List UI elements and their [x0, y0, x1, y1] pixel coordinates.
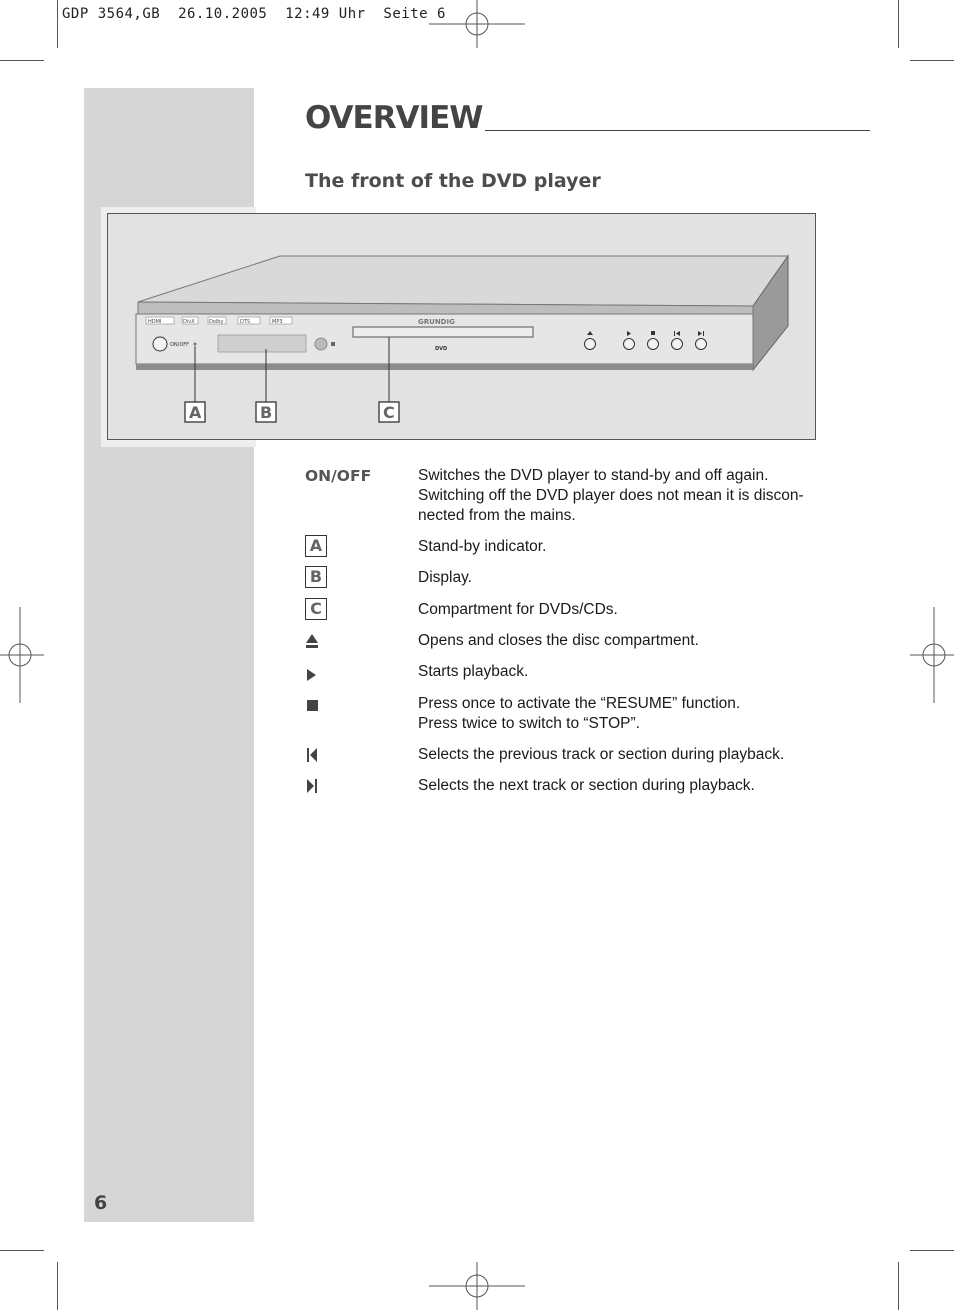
figure-callouts — [185, 402, 399, 422]
title-rule — [485, 130, 870, 131]
power-button-figure — [153, 337, 167, 351]
callout-a: A — [189, 403, 202, 422]
page-title: OVERVIEW — [305, 100, 483, 136]
legend-desc: Press once to activate the “RESUME” function. Press twice to switch to “STOP”. — [418, 695, 741, 732]
brand-logo: GRUNDIG — [418, 318, 455, 326]
dvd-logo: DVD — [435, 346, 448, 352]
legend-desc: Opens and closes the disc compartment. — [418, 632, 699, 649]
play-icon — [305, 668, 319, 682]
legend-desc: Display. — [418, 569, 472, 586]
section-title: The front of the DVD player — [305, 170, 601, 192]
stop-icon — [305, 699, 319, 713]
callout-b: B — [260, 403, 273, 422]
legend-desc: Compartment for DVDs/CDs. — [418, 601, 618, 618]
logo-hdmi: HDMI — [148, 319, 162, 325]
callout-c: C — [383, 403, 395, 422]
disc-tray-figure — [353, 327, 533, 337]
legend-desc: Stand-by indicator. — [418, 538, 547, 555]
dvd-player-figure — [107, 213, 816, 440]
legend-key-a: A — [305, 535, 327, 557]
legend-desc: Selects the next track or section during playback. — [418, 777, 755, 794]
logo-divx: DivX — [183, 319, 195, 325]
dvd-player-illustration — [108, 214, 815, 439]
legend-key-c: C — [305, 598, 327, 620]
legend-key-b: B — [305, 566, 327, 588]
logo-dolby: Dolby — [209, 319, 224, 325]
logo-strip — [146, 317, 292, 325]
power-label: ON/OFF — [170, 342, 190, 348]
legend-key-on-off: ON/OFF — [305, 467, 372, 485]
legend-desc: Starts playback. — [418, 663, 529, 680]
print-header: GDP 3564,GB 26.10.2005 12:49 Uhr Seite 6 — [62, 6, 446, 22]
logo-mp3: MP3 — [272, 319, 283, 325]
legend-desc: Switches the DVD player to stand-by and off again. Switching off the DVD player does not mean it is discon- nected from the mains. — [418, 467, 804, 524]
page-number: 6 — [94, 1192, 108, 1214]
next-track-icon — [305, 778, 321, 794]
display-window — [218, 335, 306, 352]
legend-desc: Selects the previous track or section during playback. — [418, 746, 785, 763]
remote-sensor — [315, 338, 327, 350]
previous-track-icon — [305, 747, 321, 763]
standby-led — [194, 343, 197, 346]
logo-dts: DTS — [240, 319, 251, 325]
eject-icon — [305, 633, 319, 649]
